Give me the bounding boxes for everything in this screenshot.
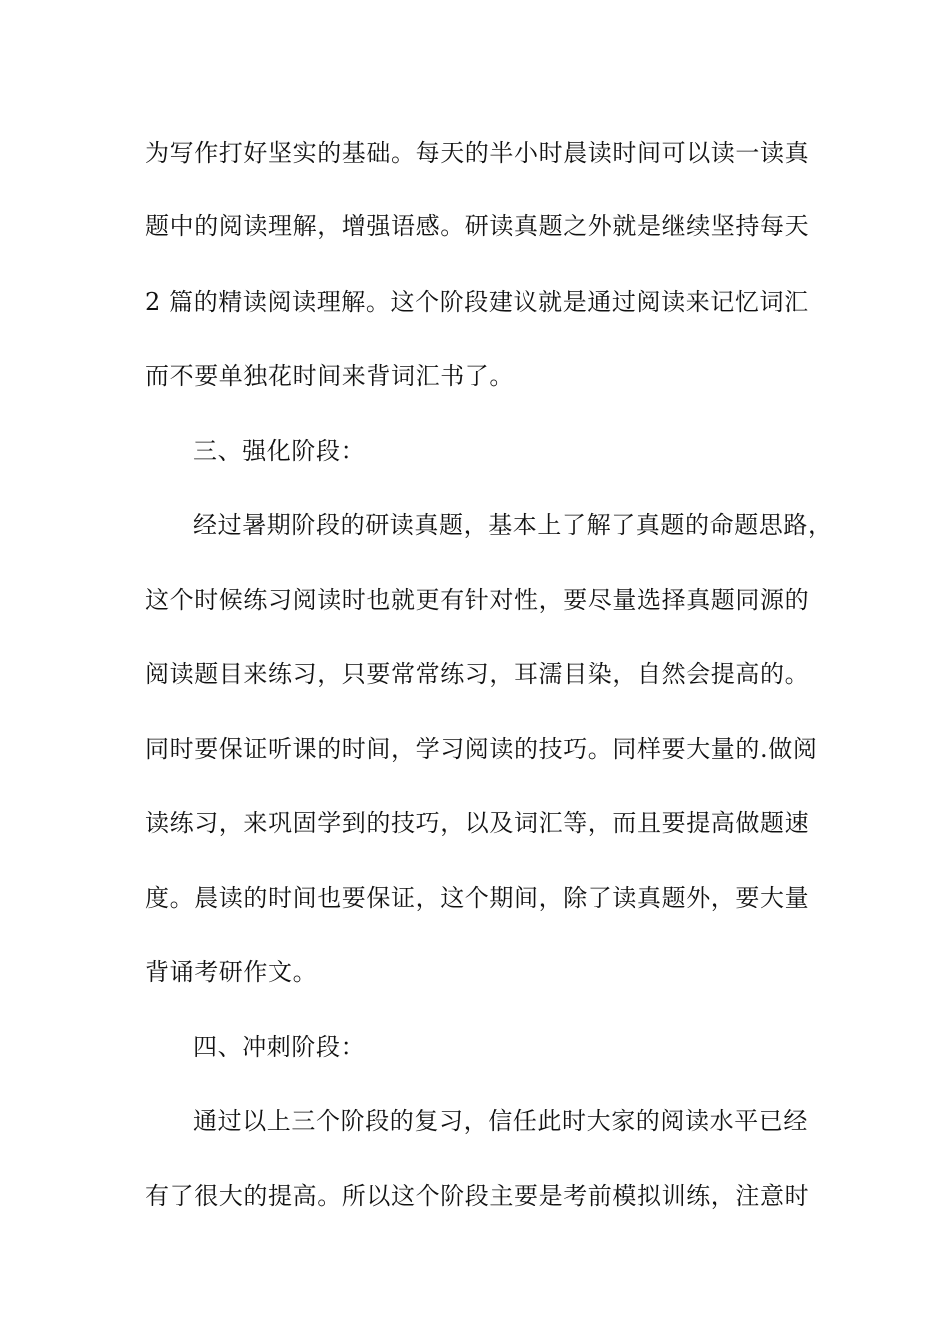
text-line: 题中的阅读理解，增强语感。研读真题之外就是继续坚持每天 [145, 212, 810, 240]
text-line: 而不要单独花时间来背词汇书了。 [145, 362, 514, 390]
section-heading: 三、强化阶段： [193, 437, 366, 465]
text-line: 2 篇的精读阅读理解。这个阶段建议就是通过阅读来记忆词汇 [145, 288, 809, 316]
text-line: 这个时候练习阅读时也就更有针对性，要尽量选择真题同源的 [145, 586, 810, 614]
text-line: 同时要保证听课的时间，学习阅读的技巧。同样要大量的.做阅 [145, 735, 818, 763]
text-line: 背诵考研作文。 [145, 958, 318, 986]
text-line: 通过以上三个阶段的复习，信任此时大家的阅读水平已经 [193, 1107, 808, 1135]
text-line: 阅读题目来练习，只要常常练习，耳濡目染，自然会提高的。 [145, 660, 810, 688]
text-line: 经过暑期阶段的研读真题，基本上了解了真题的命题思路， [193, 511, 833, 539]
section-heading: 四、冲刺阶段： [193, 1033, 366, 1061]
text-line: 度。晨读的时间也要保证，这个期间，除了读真题外，要大量 [145, 884, 810, 912]
text-line: 为写作打好坚实的基础。每天的半小时晨读时间可以读一读真 [145, 139, 810, 167]
text-line: 有了很大的提高。所以这个阶段主要是考前模拟训练，注意时 [145, 1182, 810, 1210]
text-line: 读练习，来巩固学到的技巧，以及词汇等，而且要提高做题速 [145, 809, 810, 837]
